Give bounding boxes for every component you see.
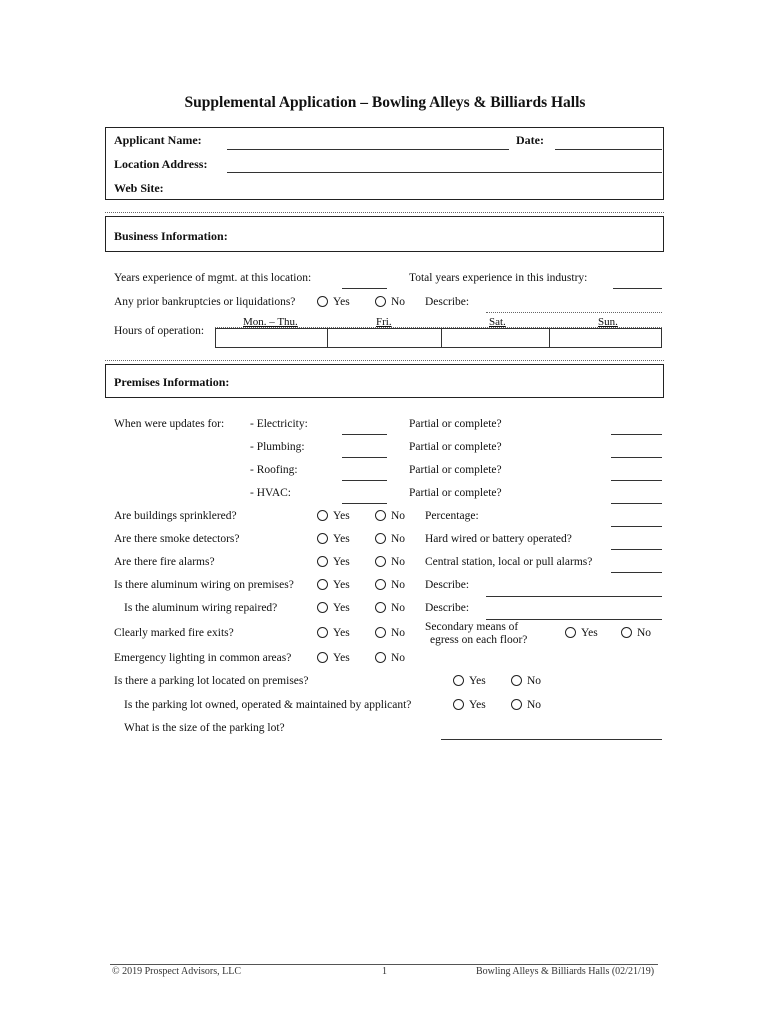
sprinklered-no-radio[interactable] bbox=[375, 510, 386, 521]
emergency-no-radio[interactable] bbox=[375, 652, 386, 663]
footer-rule bbox=[110, 964, 658, 965]
applicant-name-field[interactable] bbox=[227, 149, 509, 150]
hardwired-label: Hard wired or battery operated? bbox=[425, 533, 572, 545]
yes-label: Yes bbox=[333, 533, 350, 545]
hours-label: Hours of operation: bbox=[114, 325, 205, 337]
egress-label-line2: egress on each floor? bbox=[430, 634, 528, 646]
location-address-label: Location Address: bbox=[114, 157, 208, 171]
yes-label: Yes bbox=[333, 296, 350, 308]
yes-label: Yes bbox=[333, 652, 350, 664]
footer-page-number: 1 bbox=[382, 966, 387, 977]
electricity-date-field[interactable] bbox=[342, 434, 387, 435]
repaired-no-radio[interactable] bbox=[375, 602, 386, 613]
update-plumbing-label: - Plumbing: bbox=[250, 441, 305, 453]
bankruptcies-label: Any prior bankruptcies or liquidations? bbox=[114, 296, 296, 308]
no-label: No bbox=[527, 699, 542, 711]
sprinklered-yes-radio[interactable] bbox=[317, 510, 328, 521]
premises-heading: Premises Information: bbox=[114, 375, 230, 389]
yes-label: Yes bbox=[581, 627, 598, 639]
no-label: No bbox=[391, 579, 406, 591]
yes-label: Yes bbox=[333, 510, 350, 522]
plumbing-partial-field[interactable] bbox=[611, 457, 662, 458]
aluminum-yes-radio[interactable] bbox=[317, 579, 328, 590]
roofing-partial-field[interactable] bbox=[611, 480, 662, 481]
yes-label: Yes bbox=[333, 579, 350, 591]
business-heading: Business Information: bbox=[114, 229, 228, 243]
footer-form-id: Bowling Alleys & Billiards Halls (02/21/19) bbox=[476, 966, 655, 977]
hvac-partial-field[interactable] bbox=[611, 503, 662, 504]
hours-sat-field[interactable] bbox=[441, 328, 550, 348]
smoke-yes-radio[interactable] bbox=[317, 533, 328, 544]
yes-label: Yes bbox=[469, 699, 486, 711]
no-label: No bbox=[391, 556, 406, 568]
fire-exits-label: Clearly marked fire exits? bbox=[114, 627, 234, 639]
parking-size-label: What is the size of the parking lot? bbox=[124, 722, 285, 734]
hours-fri-field[interactable] bbox=[327, 328, 442, 348]
no-label: No bbox=[391, 627, 406, 639]
date-label: Date: bbox=[516, 133, 544, 147]
repaired-describe-label: Describe: bbox=[425, 602, 470, 614]
web-site-label: Web Site: bbox=[114, 181, 164, 195]
plumbing-date-field[interactable] bbox=[342, 457, 387, 458]
no-label: No bbox=[391, 652, 406, 664]
fire-exits-no-radio[interactable] bbox=[375, 627, 386, 638]
yes-label: Yes bbox=[333, 556, 350, 568]
bankruptcies-describe-field[interactable] bbox=[486, 312, 662, 313]
yes-label: Yes bbox=[333, 627, 350, 639]
no-label: No bbox=[391, 296, 406, 308]
sprinklered-label: Are buildings sprinklered? bbox=[114, 510, 237, 522]
day-header-mon-thu: Mon. – Thu. bbox=[243, 316, 298, 328]
day-header-sun: Sun. bbox=[598, 316, 618, 328]
update-electricity-label: - Electricity: bbox=[250, 418, 308, 430]
updates-label: When were updates for: bbox=[114, 418, 225, 430]
bankruptcies-describe-label: Describe: bbox=[425, 296, 470, 308]
total-years-field[interactable] bbox=[613, 288, 662, 289]
no-label: No bbox=[391, 602, 406, 614]
bankruptcies-no-radio[interactable] bbox=[375, 296, 386, 307]
yes-label: Yes bbox=[469, 675, 486, 687]
applicant-name-label: Applicant Name: bbox=[114, 133, 202, 147]
emergency-label: Emergency lighting in common areas? bbox=[114, 652, 292, 664]
bankruptcies-yes-radio[interactable] bbox=[317, 296, 328, 307]
smoke-label: Are there smoke detectors? bbox=[114, 533, 240, 545]
alarms-yes-radio[interactable] bbox=[317, 556, 328, 567]
parking-label: Is there a parking lot located on premises? bbox=[114, 675, 309, 687]
parking-owned-no-radio[interactable] bbox=[511, 699, 522, 710]
day-header-fri: Fri. bbox=[376, 316, 392, 328]
hours-mon-thu-field[interactable] bbox=[215, 328, 328, 348]
electricity-partial-field[interactable] bbox=[611, 434, 662, 435]
day-header-sat: Sat. bbox=[489, 316, 506, 328]
aluminum-label: Is there aluminum wiring on premises? bbox=[114, 579, 294, 591]
years-mgmt-label: Years experience of mgmt. at this location: bbox=[114, 272, 312, 284]
yes-label: Yes bbox=[333, 602, 350, 614]
partial-label: Partial or complete? bbox=[409, 418, 502, 430]
total-years-label: Total years experience in this industry: bbox=[409, 272, 588, 284]
aluminum-repaired-label: Is the aluminum wiring repaired? bbox=[124, 602, 278, 614]
percentage-label: Percentage: bbox=[425, 510, 479, 522]
hours-sun-field[interactable] bbox=[549, 328, 662, 348]
partial-label: Partial or complete? bbox=[409, 441, 502, 453]
divider bbox=[105, 212, 664, 213]
hvac-date-field[interactable] bbox=[342, 503, 387, 504]
central-field[interactable] bbox=[611, 572, 662, 573]
aluminum-describe-field[interactable] bbox=[486, 596, 662, 597]
update-hvac-label: - HVAC: bbox=[250, 487, 292, 499]
alarms-no-radio[interactable] bbox=[375, 556, 386, 567]
update-roofing-label: - Roofing: bbox=[250, 464, 298, 476]
parking-owned-label: Is the parking lot owned, operated & maintained by applicant? bbox=[124, 699, 412, 711]
roofing-date-field[interactable] bbox=[342, 480, 387, 481]
divider bbox=[105, 360, 664, 361]
percentage-field[interactable] bbox=[611, 526, 662, 527]
smoke-no-radio[interactable] bbox=[375, 533, 386, 544]
parking-size-field[interactable] bbox=[441, 739, 662, 740]
emergency-yes-radio[interactable] bbox=[317, 652, 328, 663]
repaired-describe-field[interactable] bbox=[486, 619, 662, 620]
central-label: Central station, local or pull alarms? bbox=[425, 556, 593, 568]
footer-copyright: © 2019 Prospect Advisors, LLC bbox=[112, 966, 241, 977]
no-label: No bbox=[391, 533, 406, 545]
no-label: No bbox=[637, 627, 652, 639]
egress-no-radio[interactable] bbox=[621, 627, 632, 638]
egress-label-line1: Secondary means of bbox=[425, 621, 519, 633]
partial-label: Partial or complete? bbox=[409, 487, 502, 499]
parking-yes-radio[interactable] bbox=[453, 675, 464, 686]
date-field[interactable] bbox=[555, 149, 662, 150]
page-title: Supplemental Application – Bowling Alleys & Billiards Halls bbox=[184, 94, 586, 111]
egress-yes-radio[interactable] bbox=[565, 627, 576, 638]
parking-no-radio[interactable] bbox=[511, 675, 522, 686]
repaired-yes-radio[interactable] bbox=[317, 602, 328, 613]
years-mgmt-field[interactable] bbox=[342, 288, 387, 289]
aluminum-no-radio[interactable] bbox=[375, 579, 386, 590]
fire-exits-yes-radio[interactable] bbox=[317, 627, 328, 638]
no-label: No bbox=[391, 510, 406, 522]
aluminum-describe-label: Describe: bbox=[425, 579, 470, 591]
no-label: No bbox=[527, 675, 542, 687]
location-address-field[interactable] bbox=[227, 172, 662, 173]
hardwired-field[interactable] bbox=[611, 549, 662, 550]
partial-label: Partial or complete? bbox=[409, 464, 502, 476]
parking-owned-yes-radio[interactable] bbox=[453, 699, 464, 710]
alarms-label: Are there fire alarms? bbox=[114, 556, 215, 568]
